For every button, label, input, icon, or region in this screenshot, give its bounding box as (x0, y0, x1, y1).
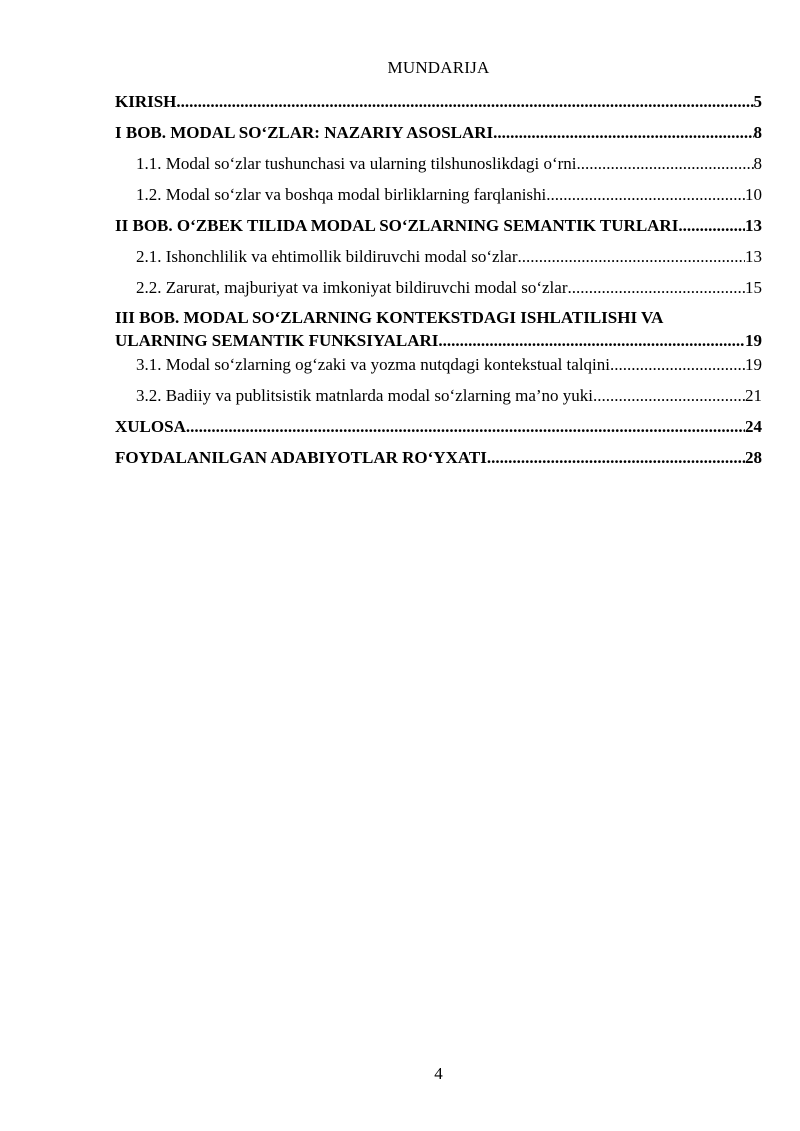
toc-entry-section-2-2[interactable] (115, 276, 762, 307)
toc-entry-label: 3.2. Badiiy va publitsistik matnlarda modal so‘zlarning ma’no yuki (136, 386, 594, 405)
toc-entry-page: 21 (745, 386, 762, 405)
toc-entry-label: II BOB. O‘ZBEK TILIDA MODAL SO‘ZLARNING SEMANTIK TURLARI (115, 216, 679, 235)
toc-entry-label: I BOB. MODAL SO‘ZLAR: NAZARIY ASOSLARI (115, 123, 494, 142)
toc-entry-bibliography[interactable] (115, 446, 762, 477)
toc-dot-leader (438, 329, 745, 353)
toc-entry-chapter-3[interactable] (115, 307, 762, 353)
toc-dot-leader (546, 183, 745, 207)
toc-entry-page: 19 (745, 331, 762, 350)
toc-entry-chapter-1[interactable] (115, 121, 762, 152)
toc-entry-label: 1.2. Modal so‘zlar va boshqa modal birliklarning farqlanishi (136, 185, 547, 204)
toc-dot-leader (593, 384, 745, 408)
toc-entry-label: 2.2. Zarurat, majburiyat va imkoniyat bildiruvchi modal so‘zlar (136, 278, 568, 297)
toc-entry-label: XULOSA (115, 417, 186, 436)
toc-entry-label: 2.1. Ishonchlilik va ehtimollik bildiruvchi modal so‘zlar (136, 247, 518, 266)
toc-entry-label: KIRISH (115, 92, 177, 111)
toc-dot-leader (518, 245, 746, 269)
toc-dot-leader (186, 415, 745, 439)
toc-dot-leader (568, 276, 746, 300)
toc-entry-page: 8 (753, 123, 762, 142)
toc-entry-page: 5 (753, 92, 762, 111)
toc-entry-section-1-1[interactable] (115, 152, 762, 183)
toc-entry-label-line2: ULARNING SEMANTIK FUNKSIYALARI (115, 331, 439, 350)
toc-entry-page: 10 (745, 185, 762, 204)
toc-dot-leader (493, 121, 753, 145)
toc-entry-page: 24 (745, 417, 762, 436)
toc-entry-section-1-2[interactable] (115, 183, 762, 214)
toc-entry-label: 3.1. Modal so‘zlarning og‘zaki va yozma nutqdagi kontekstual talqini (136, 355, 610, 374)
toc-dot-leader (577, 152, 754, 176)
toc-entry-label-line1: III BOB. MODAL SO‘ZLARNING KONTEKSTDAGI ISHLATILISHI VA (115, 308, 664, 327)
toc-entry-label: FOYDALANILGAN ADABIYOTLAR RO‘YXATI (115, 448, 487, 467)
table-of-contents (115, 90, 762, 477)
toc-entry-xulosa[interactable] (115, 415, 762, 446)
page-title: MUNDARIJA (387, 58, 490, 77)
toc-entry-section-3-1[interactable] (115, 353, 762, 384)
toc-dot-leader (610, 353, 745, 377)
toc-entry-section-3-2[interactable] (115, 384, 762, 415)
document-page (115, 0, 762, 1131)
toc-dot-leader (176, 90, 753, 114)
toc-entry-kirish[interactable] (115, 90, 762, 121)
toc-entry-label: 1.1. Modal so‘zlar tushunchasi va ularning tilshunoslikdagi o‘rni (136, 154, 577, 173)
toc-entry-page: 13 (745, 247, 762, 266)
page-number: 4 (434, 1064, 443, 1083)
toc-dot-leader (678, 214, 745, 238)
toc-entry-page: 13 (745, 216, 762, 235)
toc-entry-page: 15 (745, 278, 762, 297)
toc-entry-page: 8 (753, 154, 762, 173)
toc-entry-page: 19 (745, 355, 762, 374)
toc-dot-leader (487, 446, 745, 470)
toc-entry-section-2-1[interactable] (115, 245, 762, 276)
toc-entry-page: 28 (745, 448, 762, 467)
toc-entry-chapter-2[interactable] (115, 214, 762, 245)
